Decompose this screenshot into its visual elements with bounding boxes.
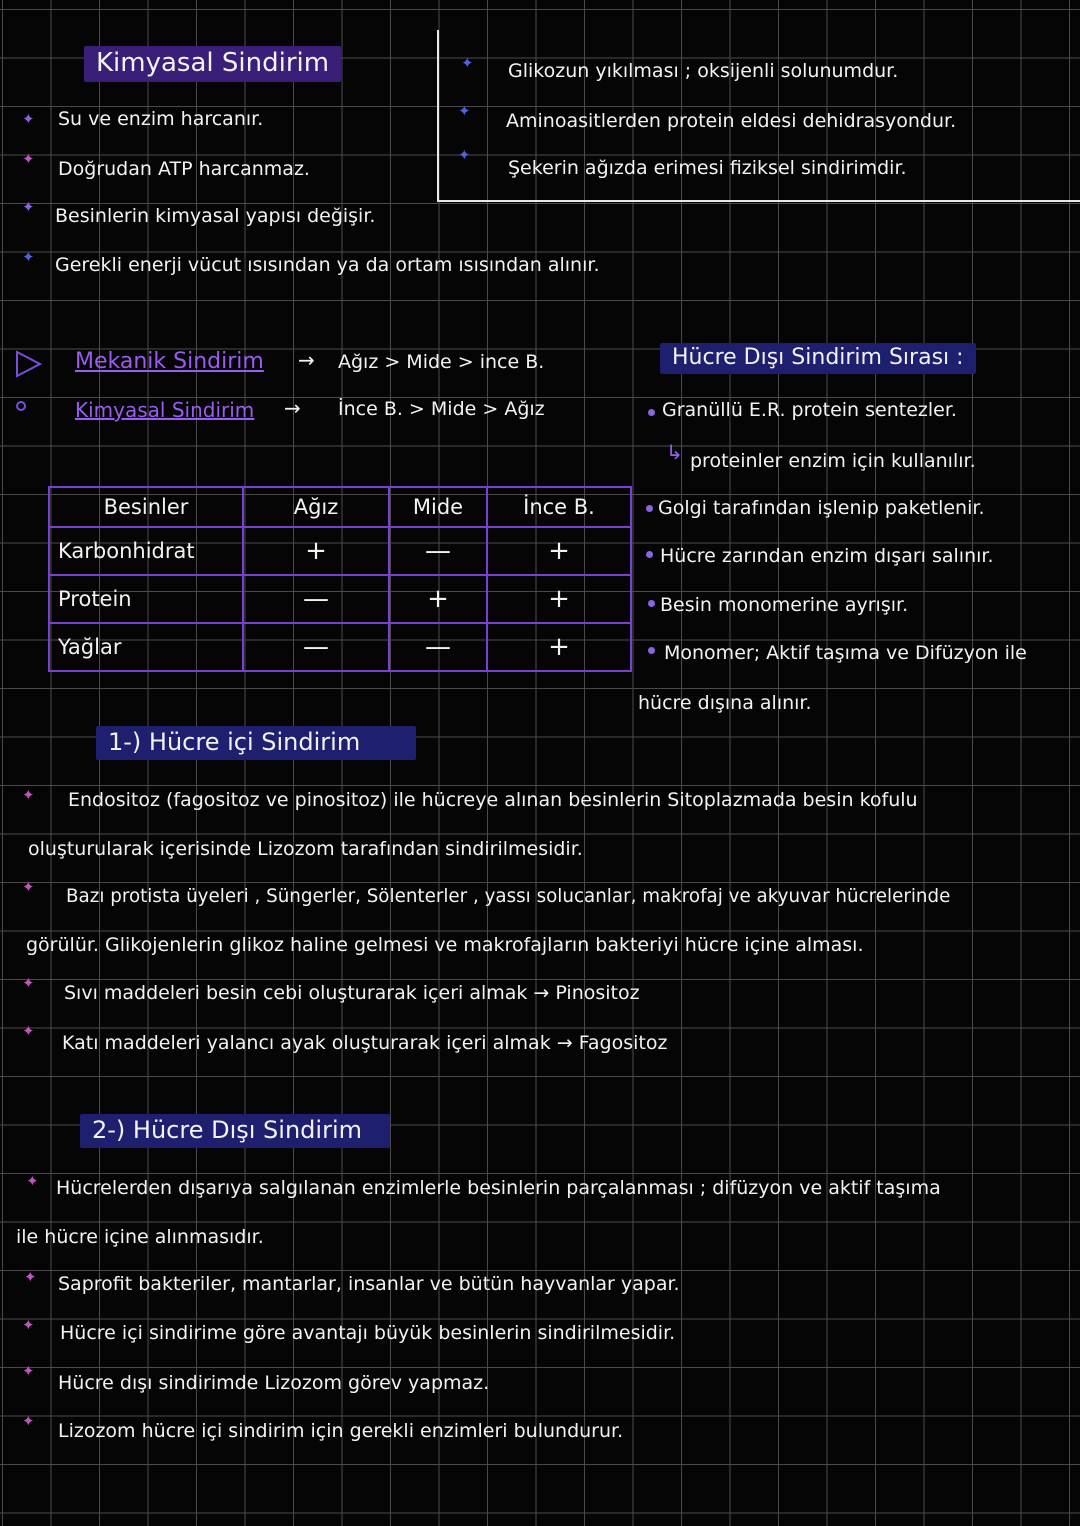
extracell-line: Hücre dışı sindirimde Lizozom görev yapmaz. — [58, 1372, 490, 1394]
table-header: Ağız — [243, 487, 389, 527]
table-header: İnce B. — [487, 487, 631, 527]
extracell-line: Lizozom hücre içi sindirim için gerekli enzimleri bulundurur. — [58, 1420, 624, 1442]
intra-line: Sıvı maddeleri besin cebi oluşturarak içeri almak → Pinositoz — [64, 982, 640, 1004]
extracell-line: ile hücre içine alınmasıdır. — [16, 1226, 264, 1248]
star-icon: ✦ — [22, 110, 35, 128]
chem-item: Besinlerin kimyasal yapısı değişir. — [55, 205, 376, 227]
intra-line: Katı maddeleri yalancı ayak oluşturarak içeri almak → Fagositoz — [62, 1032, 668, 1054]
table-cell: — — [389, 623, 487, 671]
table-cell: + — [487, 623, 631, 671]
intra-line: Endositoz (fagositoz ve pinositoz) ile hücreye alınan besinlerin Sitoplazmada besin kofulu — [68, 789, 918, 811]
star-icon: ✦ — [458, 146, 471, 164]
extracell-title: 2-) Hücre Dışı Sindirim — [80, 1114, 390, 1148]
table-cell: — — [243, 623, 389, 671]
intra-line: oluşturularak içerisinde Lizozom tarafından sindirilmesidir. — [28, 838, 583, 860]
chem-label: Kimyasal Sindirim — [75, 398, 255, 422]
star-icon: ✦ — [22, 1022, 35, 1040]
star-icon: ✦ — [461, 54, 474, 72]
food-name: Yağlar — [49, 623, 243, 671]
star-icon: ✦ — [26, 1172, 39, 1190]
star-icon: ✦ — [24, 1268, 37, 1286]
extra-title: Hücre Dışı Sindirim Sırası : — [660, 343, 976, 374]
table-cell: + — [487, 575, 631, 623]
bullet-icon — [646, 505, 653, 512]
bracket-icon — [12, 346, 48, 416]
box-item: Aminoasitlerden protein eldesi dehidrasyondur. — [506, 110, 957, 132]
star-icon: ✦ — [458, 102, 471, 120]
extra-step: Hücre zarından enzim dışarı salınır. — [660, 545, 994, 567]
arrow-icon: → — [298, 348, 315, 372]
chem-seq: İnce B. > Mide > Ağız — [338, 398, 545, 420]
extra-step: Golgi tarafından işlenip paketlenir. — [658, 497, 985, 519]
bullet-icon — [648, 647, 655, 654]
chem-title: Kimyasal Sindirim — [84, 46, 341, 82]
table-cell: + — [389, 575, 487, 623]
arrow-icon: → — [284, 396, 301, 420]
star-icon: ✦ — [22, 1316, 35, 1334]
extra-step: hücre dışına alınır. — [638, 692, 812, 714]
extra-step: proteinler enzim için kullanılır. — [690, 450, 976, 472]
extracell-line: Hücrelerden dışarıya salgılanan enzimlerle besinlerin parçalanması ; difüzyon ve aktif taşıma — [56, 1177, 941, 1199]
star-icon: ✦ — [22, 1362, 35, 1380]
table-header: Besinler — [49, 487, 243, 527]
table-header-row — [49, 487, 631, 527]
intra-line: görülür. Glikojenlerin glikoz haline gelmesi ve makrofajların bakteriyi hücre içine alması. — [26, 934, 864, 956]
extra-step: Granüllü E.R. protein sentezler. — [662, 399, 957, 421]
box-item: Glikozun yıkılması ; oksijenli solunumdur. — [508, 60, 899, 82]
extra-step: Monomer; Aktif taşıma ve Difüzyon ile — [664, 642, 1027, 664]
corner-arrow-icon: ↳ — [666, 440, 683, 464]
star-icon: ✦ — [22, 1412, 35, 1430]
extra-step: Besin monomerine ayrışır. — [660, 594, 909, 616]
chem-item: Su ve enzim harcanır. — [58, 108, 264, 130]
bullet-icon — [648, 600, 655, 607]
food-name: Karbonhidrat — [49, 527, 243, 575]
star-icon: ✦ — [22, 878, 35, 896]
table-cell: — — [243, 575, 389, 623]
bullet-icon — [646, 551, 653, 558]
star-icon: ✦ — [22, 974, 35, 992]
intra-title: 1-) Hücre içi Sindirim — [96, 726, 416, 760]
food-name: Protein — [49, 575, 243, 623]
extracell-line: Saprofit bakteriler, mantarlar, insanlar ve bütün hayvanlar yapar. — [58, 1273, 680, 1295]
star-icon: ✦ — [22, 150, 35, 168]
digestion-table — [48, 486, 632, 672]
table-cell: + — [487, 527, 631, 575]
star-icon: ✦ — [22, 248, 35, 266]
table-row — [49, 575, 631, 623]
mech-seq: Ağız > Mide > ince B. — [338, 351, 545, 373]
bullet-icon — [648, 409, 655, 416]
box-item: Şekerin ağızda erimesi fiziksel sindirimdir. — [508, 157, 907, 179]
star-icon: ✦ — [22, 198, 35, 216]
extracell-line: Hücre içi sindirime göre avantajı büyük besinlerin sindirilmesidir. — [60, 1322, 676, 1344]
intra-line: Bazı protista üyeleri , Süngerler, Sölenterler , yassı solucanlar, makrofaj ve akyuvar hücrelerinde — [66, 886, 951, 907]
mech-label: Mekanik Sindirim — [75, 349, 264, 374]
chem-item: Gerekli enerji vücut ısısından ya da ortam ısısından alınır. — [55, 254, 600, 276]
table-cell: — — [389, 527, 487, 575]
table-header: Mide — [389, 487, 487, 527]
table-cell: + — [243, 527, 389, 575]
star-icon: ✦ — [22, 786, 35, 804]
chem-item: Doğrudan ATP harcanmaz. — [58, 158, 310, 180]
table-row — [49, 623, 631, 671]
table-row — [49, 527, 631, 575]
